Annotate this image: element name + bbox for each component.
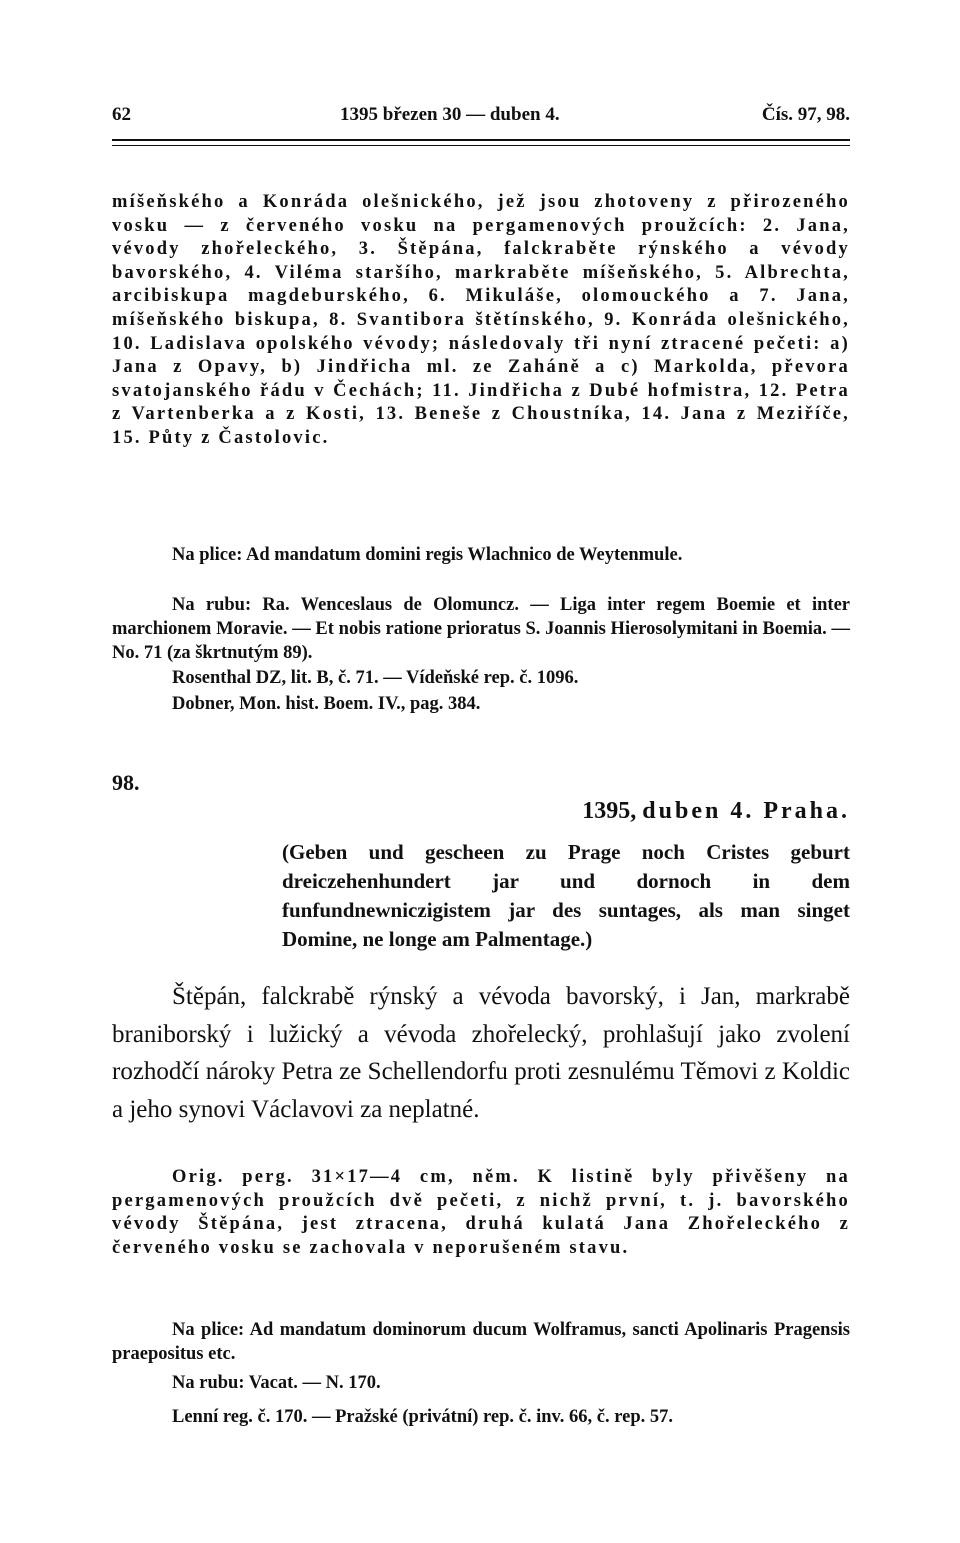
original-description: Orig. perg. 31×17—4 cm, něm. K listině byly přivěšeny na pergamenových proužcích dvě pečeti, z nichž první, t. j. bavorského vévody Štěpána, jest ztracena, druhá kulatá Jana Zhořeleckého z červeného vosku se zachovala v neporušeném stavu. [112, 1167, 850, 1258]
header-rule-thin [112, 145, 850, 146]
document-year: 1395, [582, 798, 637, 824]
register-reference: Lenní reg. č. 170. — Pražské (privátní) rep. č. inv. 66, č. rep. 57. [172, 1407, 673, 1427]
header-rule [112, 139, 850, 141]
fold-note-98: Na plice: Ad mandatum dominorum ducum Wolframus, sancti Apolinaris Pragensis praepositus etc. [112, 1320, 850, 1364]
header-date-range: 1395 březen 30 — duben 4. [340, 104, 560, 125]
german-dating-clause: (Geben und gescheen zu Prage noch Cristes geburt dreiczehenhundert jar und dornoch in dem funfundnewniczigistem jar des suntages, als man singet Domine, ne longe am Palmentage.) [282, 840, 850, 951]
fold-note: Na plice: Ad mandatum domini regis Wlachnico de Weytenmule. [172, 545, 683, 565]
regest-summary: Štěpán, falckrabě rýnský a vévoda bavorský, i Jan, markrabě braniborský i lužický a vévoda zhořelecký, prohlašují jako zvolení rozhodčí nároky Petra ze Schellendorfu proti zesnulému Těmovi z Koldic a jeho synovi Václavovi za neplatné. [112, 983, 850, 1123]
archive-reference: Rosenthal DZ, lit. B, č. 71. — Vídeňské rep. č. 1096. [172, 668, 579, 688]
header-document-numbers: Čís. 97, 98. [761, 104, 850, 125]
document-number: 98. [112, 770, 140, 795]
dorsal-note: Na rubu: Ra. Wenceslaus de Olomuncz. — Liga inter regem Boemie et inter marchionem Moravie. — Et nobis ratione prioratus S. Joannis Hierosolymitani in Boemia. — No. 71 (za škrtnutým 89). [112, 595, 850, 663]
page-number: 62 [112, 104, 131, 125]
document-day-place: duben 4. Praha. [642, 798, 850, 824]
document-date-place [582, 798, 850, 825]
dorsal-note-98: Na rubu: Vacat. — N. 170. [172, 1373, 381, 1393]
edition-reference: Dobner, Mon. hist. Boem. IV., pag. 384. [172, 694, 481, 714]
seals-description: míšeňského a Konráda olešnického, jež jsou zhotoveny z přirozeného vosku — z červeného vosku na pergamenových proužcích: 2. Jana, vévody zhořeleckého, 3. Štěpána, falckraběte rýnského a vévody bavorského, 4. Viléma staršího, markraběte míšeňského, 5. Albrechta, arcibiskupa magdeburského, 6. Mikuláše, olomouckého a 7. Jana, míšeňského biskupa, 8. Svantibora štětínského, 9. Konráda olešnického, 10. Ladislava opolského vévody; následovaly tři nyní ztracené pečeti: a) Jana z Opavy, b) Jindřicha ml. ze Zaháně a c) Markolda, převora svatojanského řádu v Čechách; 11. Jindřicha z Dubé hofmistra, 12. Petra z Vartenberka a z Kosti, 13. Beneše z Choustníka, 14. Jana z Meziříče, 15. Půty z Častolovic. [112, 192, 850, 448]
running-header [112, 104, 850, 134]
